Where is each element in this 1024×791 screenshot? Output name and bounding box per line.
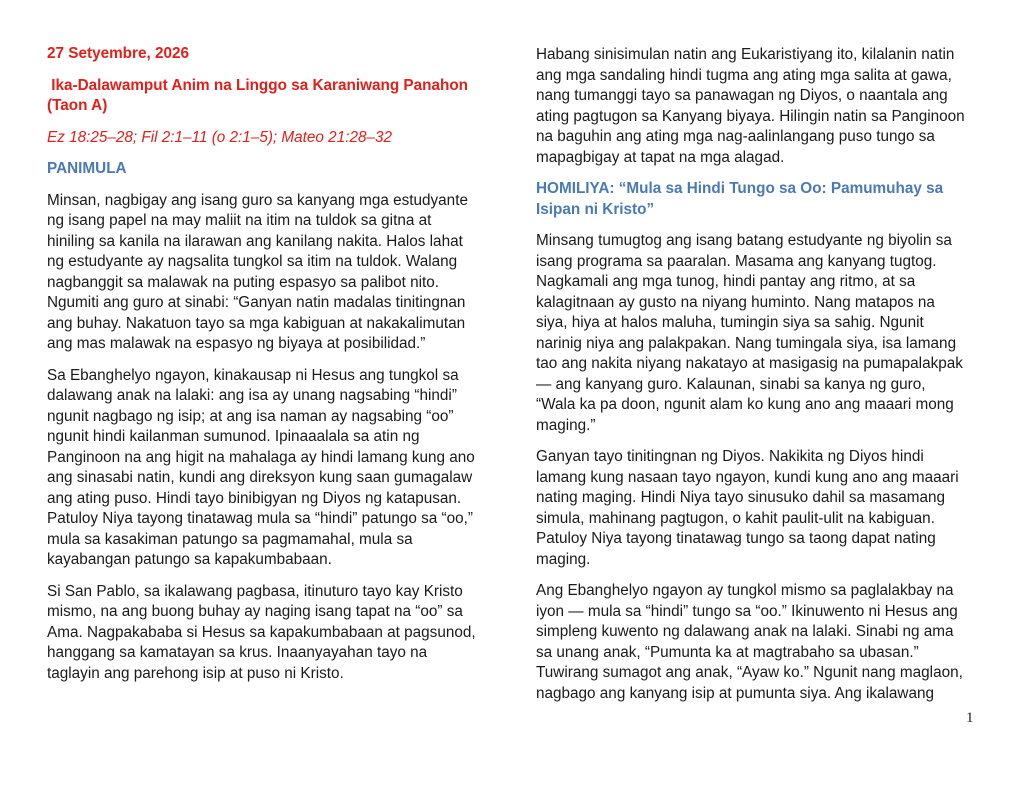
paragraph: Sa Ebanghelyo ngayon, kinakausap ni Hesus ang tungkol sa dalawang anak na lalaki: ang isa ay unang nagsabing “hindi” ngunit nagbago ng isip; at ang isa naman ay nagsabing “oo” ngunit hindi kailanman sumunod. Ipinaaalala sa atin ng Panginoon na ang higit na mahalaga ay hindi lamang kung ano ang sinasabi natin, kundi ang direksyon kung saan gumagalaw ang ating puso. Hindi tayo binibigyan ng Diyos ng katapusan. Patuloy Niya tayong tinatawag mula sa “hindi” patungo sa “oo,” mula sa kasakiman patungo sa pagmamahal, mula sa kayabangan patungo sa kapakumbabaan.: [47, 366, 475, 568]
paragraph: Ganyan tayo tinitingnan ng Diyos. Nakikita ng Diyos hindi lamang kung nasaan tayo ngayon, kundi kung ano ang maaari nating maging. Hindi Niya tayo sinusuko dahil sa masamang simula, mahinang pagtugon, o kahit paulit-ulit na kabiguan. Patuloy Niya tayong tinatawag tungo sa taong dapat nating maging.: [536, 448, 959, 568]
right-column: [536, 45, 966, 715]
paragraph: Minsan, nagbigay ang isang guro sa kanyang mga estudyante ng isang papel na may maliit na itim na tuldok sa gitna at hiniling sa kanila na ilarawan ang kanilang nakita. Halos lahat ng estudyante ay nagsalita tungkol sa itim na tuldok. Walang nagbanggit sa malawak na puting espasyo sa palibot nito. Ngumiti ang guro at sinabi: “Ganyan natin madalas tinitingnan ang buhay. Nakatuon tayo sa mga kabiguan at nakakalimutan ang mas malawak na espasyo ng biyaya at posibilidad.”: [47, 191, 468, 352]
paragraph: Si San Pablo, sa ikalawang pagbasa, itinuturo tayo kay Kristo mismo, na ang buong buhay ay naging isang tapat na “oo” sa Ama. Nagpakababa si Hesus sa kapakumbabaan at pagsunod, hanggang sa kamatayan sa krus. Inaanyayahan tayo na taglayin ang parehong isip at puso ni Kristo.: [47, 582, 476, 682]
page-number: 1: [966, 710, 974, 726]
paragraph: Minsang tumugtog ang isang batang estudyante ng biyolin sa isang programa sa paaralan. Masama ang kanyang tugtog. Nagkamali ang mga tunog, hindi pantay ang ritmo, at sa kalagitnaan ay gusto na niyang huminto. Nang matapos na siya, hiya at halos maluha, tumingin siya sa sahig. Ngunit narinig niya ang palakpakan. Nang tumingala siya, isa lamang tao ang nakita niyang nakatayo at masigasig na pumapalakpak — ang kanyang guro. Kalaunan, sinabi sa kanya ng guro, “Wala ka pa doon, ngunit alam ko kung ano ang maaari mong maging.”: [536, 232, 963, 434]
mass-date: 27 Setyembre, 2026: [47, 45, 190, 62]
section-heading-panimula: PANIMULA: [47, 160, 127, 177]
paragraph: Habang sinisimulan natin ang Eukaristiyang ito, kilalanin natin ang mga sandaling hindi tugma ang ating mga salita at gawa, nang tumanggi tayo sa panawagan ng Diyos, o naantala ang ating pagtugon sa Kanyang biyaya. Hilingin natin sa Panginoon na baguhin ang ating mga nag-aalinlangang puso tungo sa mapagbigay at tapat na mga alagad.: [536, 46, 965, 166]
liturgical-title: Ika-Dalawamput Anim na Linggo sa Karaniwang Panahon (Taon A): [47, 76, 473, 114]
readings-reference: Ez 18:25–28; Fil 2:1–11 (o 2:1–5); Mateo 21:28–32: [47, 128, 392, 146]
paragraph: Ang Ebanghelyo ngayon ay tungkol mismo sa paglalakbay na iyon — mula sa “hindi” tungo sa “oo.” Ikinuwento ni Hesus ang simpleng kuwento ng dalawang anak na lalaki. Sinabi ng ama sa unang anak, “Pumunta ka at magtrabaho sa ubasan.” Tuwirang sumagot ang anak, “Ayaw ko.” Ngunit nang maglaon, nagbago ang kanyang isip at pumunta siya. Ang ikalawang: [536, 582, 963, 702]
left-column: [47, 44, 477, 695]
section-heading-homiliya: HOMILIYA: “Mula sa Hindi Tungo sa Oo: Pamumuhay sa Isipan ni Kristo”: [536, 180, 944, 218]
